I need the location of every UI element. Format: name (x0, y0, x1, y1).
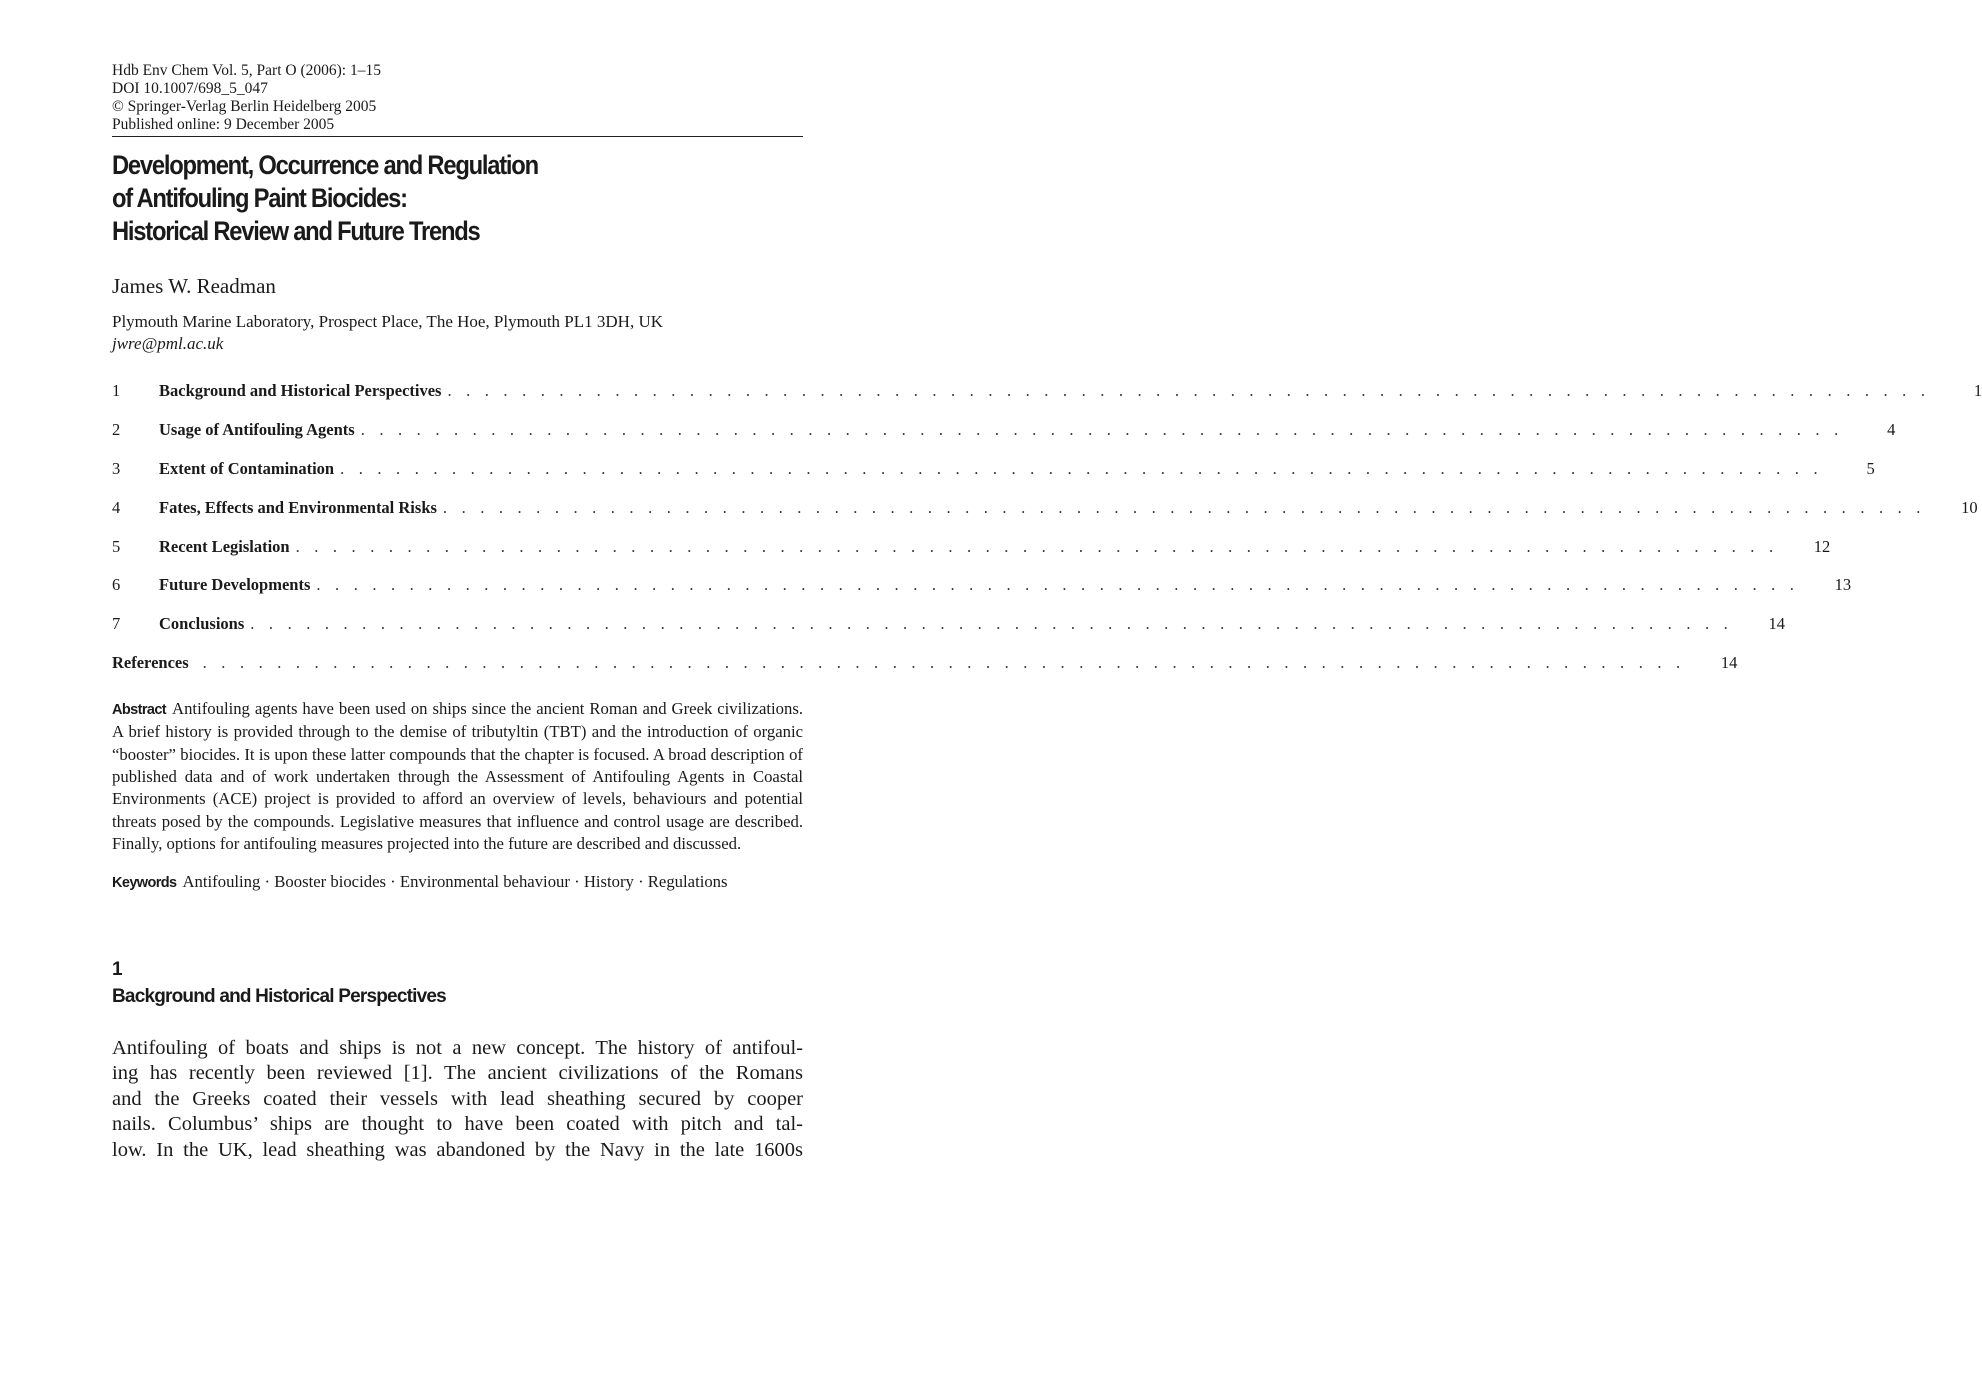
toc-number: 4 (112, 497, 121, 517)
toc-number: 3 (112, 458, 121, 478)
table-of-contents (112, 381, 1982, 692)
section-title: Background and Historical Perspectives (112, 985, 446, 1007)
toc-page-number: 12 (1813, 536, 1831, 556)
toc-page-number: 14 (1720, 653, 1738, 673)
body-line: low. In the UK, lead sheathing was abandoned by the Navy in the late 1600s (112, 1138, 803, 1161)
toc-number: 1 (112, 381, 121, 400)
published-date: Published online: 9 December 2005 (112, 116, 335, 133)
copyright: © Springer-Verlag Berlin Heidelberg 2005 (112, 98, 377, 115)
toc-page-number: 13 (1834, 575, 1852, 595)
toc-entry[interactable] (112, 497, 1978, 537)
toc-label: References (112, 653, 189, 673)
toc-entry[interactable] (112, 381, 1982, 420)
toc-page-number: 10 (1961, 497, 1978, 517)
abstract-label: Abstract (112, 702, 167, 719)
body-line: nails. Columbus’ ships are thought to have been coated with pitch and tal- (112, 1113, 803, 1135)
toc-label: Extent of Contamination (159, 458, 335, 478)
toc-number: 6 (112, 575, 121, 595)
toc-leader-dots: . . . . . . . . . . . . . . . . . . . . . . . . . . . . . . . . . . . . . . . . . . . . . . . . . . . . . . . . . . . . . . . . . . . . . . . . . . . . . . . . (340, 458, 1823, 478)
toc-label: Conclusions (159, 614, 245, 634)
toc-label: Background and Historical Perspectives (159, 381, 442, 400)
toc-number: 2 (112, 419, 121, 439)
keywords (112, 871, 803, 894)
section-body (112, 1036, 803, 1164)
keywords-text: Antifouling · Booster biocides · Environmental behaviour · History · Regulations (182, 872, 728, 892)
title-line: Historical Review and Future Trends (112, 216, 480, 246)
toc-leader-dots: . . . . . . . . . . . . . . . . . . . . . . . . . . . . . . . . . . . . . . . . . . . . . . . . . . . . . . . . . . . . . . . . . . . . . . . . . . . . . . . . (250, 614, 1733, 634)
author-name: James W. Readman (112, 274, 276, 298)
toc-label: Future Developments (159, 575, 311, 595)
toc-leader-dots: . . . . . . . . . . . . . . . . . . . . . . . . . . . . . . . . . . . . . . . . . . . . . . . . . . . . . . . . . . . . . . . . . . . . . . . . . . . . . . . . (360, 419, 1844, 439)
title-line: of Antifouling Paint Biocides: (112, 183, 407, 213)
toc-entry[interactable] (112, 575, 1852, 614)
author-affiliation: Plymouth Marine Laboratory, Prospect Place, The Hoe, Plymouth PL1 3DH, UK (112, 312, 664, 331)
toc-page-number: 14 (1768, 614, 1785, 634)
toc-entry[interactable] (112, 419, 1896, 459)
abstract (112, 698, 803, 855)
header-divider (112, 136, 803, 137)
paper-title (112, 149, 816, 248)
toc-page-number: 5 (1866, 458, 1875, 478)
toc-leader-dots: . . . . . . . . . . . . . . . . . . . . . . . . . . . . . . . . . . . . . . . . . . . . . . . . . . . . . . . . . . . . . . . . . . . . . . . . . . . . . . . . (316, 575, 1800, 595)
toc-entry[interactable] (112, 653, 1738, 692)
body-line: Antifouling of boats and ships is not a new concept. The history of antifoul- (112, 1036, 803, 1059)
toc-page-number: 4 (1887, 419, 1896, 439)
journal-citation: Hdb Env Chem Vol. 5, Part O (2006): 1–15 (112, 62, 381, 79)
toc-leader-dots: . . . . . . . . . . . . . . . . . . . . . . . . . . . . . . . . . . . . . . . . . . . . . . . . . . . . . . . . . . . . . . . . . . . . . . . . . . . . . . . . (202, 653, 1686, 673)
toc-entry[interactable] (112, 614, 1785, 653)
body-line: ing has recently been reviewed [1]. The ancient civilizations of the Romans (112, 1062, 803, 1084)
toc-number: 5 (112, 536, 121, 556)
author-email[interactable]: jwre@pml.ac.uk (112, 334, 224, 353)
doi: DOI 10.1007/698_5_047 (112, 80, 268, 97)
toc-leader-dots: . . . . . . . . . . . . . . . . . . . . . . . . . . . . . . . . . . . . . . . . . . . . . . . . . . . . . . . . . . . . . . . . . . . . . . . . . . . . . . . . (442, 497, 1926, 517)
toc-entry[interactable] (112, 458, 1875, 498)
toc-number: 7 (112, 614, 121, 634)
abstract-text: Antifouling agents have been used on ships since the ancient Roman and Greek civilizations. A brief history is provided through to the demise of tributyltin (TBT) and the introduction of organic “booster” biocides. It is upon these latter compounds that the chapter is focused. A broad description of published data and of work undertaken through the Assessment of Antifouling Agents in Coastal Environments (ACE) project is provided to afford an overview of levels, behaviours and potential threats posed by the compounds. Legislative measures that influence and control usage are described. Finally, options for antifouling measures projected into the future are described and discussed. (112, 699, 803, 853)
keywords-label: Keywords (112, 875, 177, 892)
toc-leader-dots: . . . . . . . . . . . . . . . . . . . . . . . . . . . . . . . . . . . . . . . . . . . . . . . . . . . . . . . . . . . . . . . . . . . . . . . . . . . . . . . . (447, 381, 1931, 400)
body-line: and the Greeks coated their vessels with lead sheathing secured by cooper (112, 1087, 803, 1110)
toc-page-number: 1 (1973, 381, 1982, 400)
toc-label: Usage of Antifouling Agents (159, 419, 355, 439)
section-heading (112, 956, 803, 1010)
toc-label: Fates, Effects and Environmental Risks (159, 497, 437, 517)
toc-entry[interactable] (112, 536, 1831, 576)
toc-leader-dots: . . . . . . . . . . . . . . . . . . . . . . . . . . . . . . . . . . . . . . . . . . . . . . . . . . . . . . . . . . . . . . . . . . . . . . . . . . . . . . . . (295, 536, 1779, 556)
title-line: Development, Occurrence and Regulation (112, 150, 538, 180)
paper-page (112, 62, 1982, 1163)
toc-label: Recent Legislation (159, 536, 290, 556)
publication-header (112, 62, 803, 134)
section-number: 1 (112, 958, 122, 980)
